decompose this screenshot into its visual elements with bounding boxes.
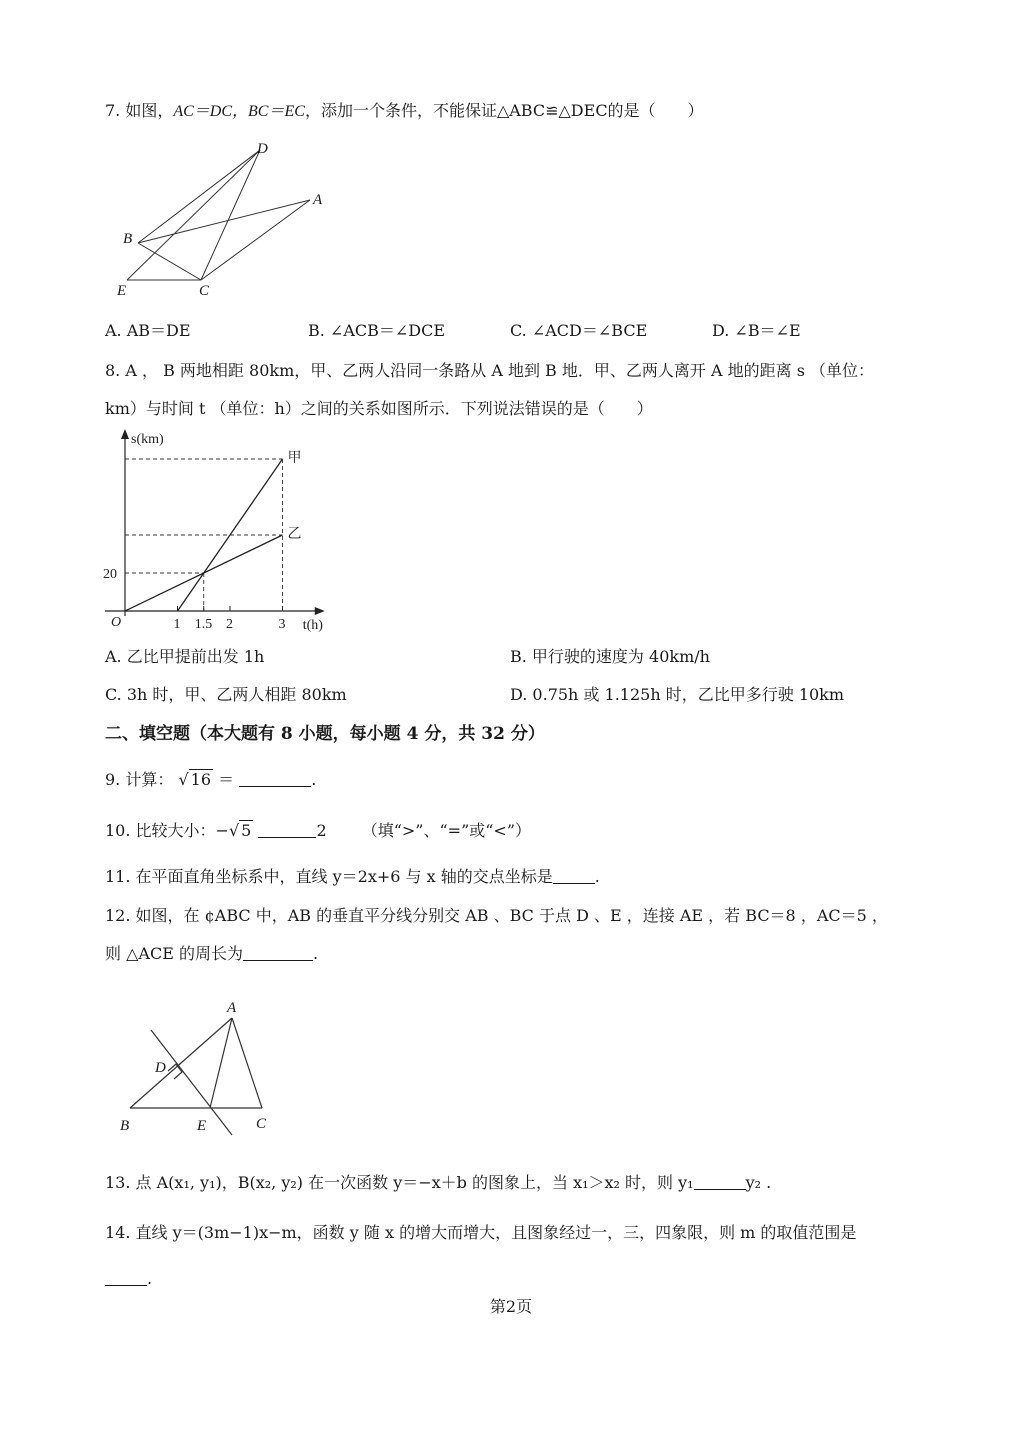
q7-option-a: A. AB＝DE <box>105 321 191 340</box>
q8-option-c: C. 3h 时，甲、乙两人相距 80km <box>105 685 347 704</box>
q14-answer-blank[interactable] <box>105 1269 147 1286</box>
q14-line1: 14. 直线 y＝(3m−1)x−m，函数 y 随 x 的增大而增大，且图象经过一，三，四象限，则 m 的取值范围是 <box>105 1223 857 1242</box>
label-b: B <box>120 1118 130 1134</box>
q8-stem-line2: km）与时间 t （单位：h）之间的关系如图所示．下列说法错误的是（ ） <box>105 399 653 418</box>
label-d: D <box>257 141 268 157</box>
q10: 10. 比较大小：−√ 5 2 （填“>”、“=”或“<”） <box>105 821 532 840</box>
label-b: B <box>123 231 133 247</box>
q14-line2: . <box>105 1268 152 1290</box>
q8-option-b: B. 甲行驶的速度为 40km/h <box>510 647 710 666</box>
q8-chart <box>100 425 340 640</box>
q8-stem-line1: 8. A ， B 两地相距 80km，甲、乙两人沿同一条路从 A 地到 B 地．甲、乙两人离开 A 地的距离 s （单位： <box>105 361 875 380</box>
x-axis-arrow <box>315 607 325 615</box>
x-tick-label: 3 <box>278 617 286 632</box>
label-c: C <box>199 283 210 299</box>
series-label: 乙 <box>287 527 302 542</box>
q8-option-d: D. 0.75h 或 1.125h 时，乙比甲多行驶 10km <box>510 685 845 704</box>
q7-option-b: B. ∠ACB＝∠DCE <box>308 321 446 340</box>
label-d: D <box>155 1060 166 1076</box>
q9: 9. 计算： √ 16 ＝ . <box>105 770 317 789</box>
y-axis-label: s(km) <box>131 432 164 447</box>
q12-line2: 则 △ACE 的周长为 . <box>105 944 319 963</box>
section-title: 二、填空题（本大题有 8 小题，每小题 4 分，共 32 分） <box>105 724 545 744</box>
label-c: C <box>256 1116 267 1132</box>
label-a: A <box>313 192 323 208</box>
q8-option-a: A. 乙比甲提前出发 1h <box>105 647 265 666</box>
q7-figure <box>105 135 345 305</box>
label-e: E <box>117 283 127 299</box>
q13: 13. 点 A(x₁, y₁)，B(x₂, y₂) 在一次函数 y＝−x＋b 的图象上，当 x₁＞x₂ 时，则 y₁ y₂ . <box>105 1173 772 1192</box>
q7-option-d: D. ∠B＝∠E <box>712 321 801 340</box>
x-tick-label: 1 <box>173 617 181 632</box>
q10-answer-blank[interactable] <box>258 821 316 838</box>
q7-option-c: C. ∠ACD＝∠BCE <box>510 321 648 340</box>
label-e: E <box>197 1118 207 1134</box>
x-tick-label: 1.5 <box>194 617 213 632</box>
x-axis-label: t(h) <box>302 618 323 633</box>
q7-stem: 7. 如图，AC＝DC，BC＝EC，添加一个条件，不能保证△ABC≌△DEC的是（ ） <box>105 101 704 120</box>
sqrt-5: √ 5 <box>228 821 252 840</box>
q11: 11. 在平面直角坐标系中，直线 y＝2x+6 与 x 轴的交点坐标是 . <box>105 867 600 886</box>
x-tick-label: 2 <box>226 617 233 632</box>
page-number: 第2页 <box>489 1297 533 1316</box>
sqrt-16: √ 16 <box>178 770 212 789</box>
q12-figure <box>110 990 290 1140</box>
q11-answer-blank[interactable] <box>553 867 595 884</box>
series-label: 甲 <box>287 451 302 466</box>
label-a: A <box>227 1000 237 1016</box>
y-axis-arrow <box>121 429 129 439</box>
q9-answer-blank[interactable] <box>239 770 311 787</box>
y-tick-label: 20 <box>103 567 117 582</box>
origin-label: O <box>111 615 122 630</box>
q12-line1: 12. 如图，在 ¢ABC 中，AB 的垂直平分线分别交 AB 、BC 于点 D 、E ，连接 AE ，若 BC＝8 ，AC＝5 ， <box>105 906 888 925</box>
q12-answer-blank[interactable] <box>243 944 313 961</box>
q13-answer-blank[interactable] <box>694 1173 746 1190</box>
